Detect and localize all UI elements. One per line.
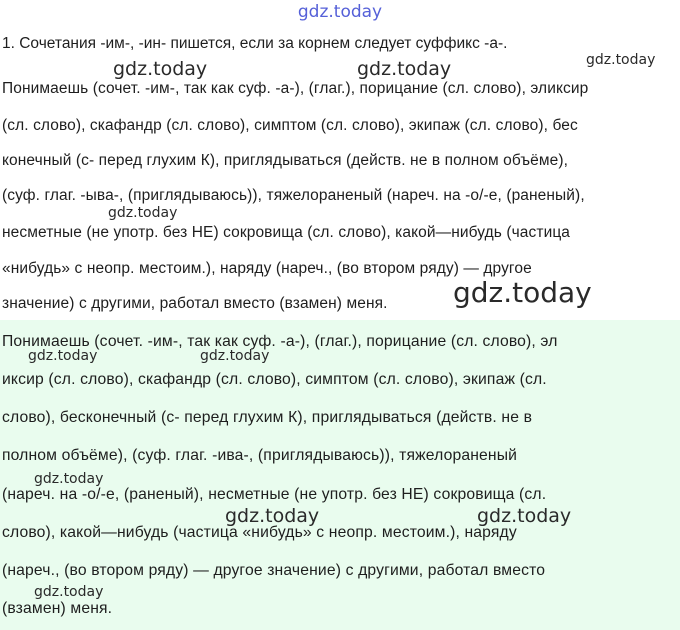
watermark: gdz.today <box>34 471 104 487</box>
text-line: (нареч., (во втором ряду) — другое значение) с другими, работал вместо <box>2 562 546 579</box>
text-line: иксир (сл. слово), скафандр (сл. слово), симптом (сл. слово), экипаж (сл. <box>2 371 547 388</box>
watermark: gdz.today <box>586 52 656 68</box>
text-line: значение) с другими, работал вместо (взамен) меня. <box>2 295 388 312</box>
watermark: gdz.today <box>113 58 208 80</box>
text-line: (нареч. на -о/-е, (раненый), несметные (не употр. без НЕ) сокровища (сл. <box>2 486 547 503</box>
watermark: gdz.today <box>34 584 104 600</box>
text-line: слово), какой—нибудь (частица «нибудь» с неопр. местоим.), наряду <box>2 524 517 541</box>
text-line: (сл. слово), скафандр (сл. слово), симптом (сл. слово), экипаж (сл. слово), бес <box>2 117 578 134</box>
text-line: Понимаешь (сочет. -им-, так как суф. -а-), (глаг.), порицание (сл. слово), эликсир <box>2 80 589 97</box>
text-line: (взамен) меня. <box>2 600 113 617</box>
text-line: «нибудь» с неопр. местоим.), наряду (нареч., (во втором ряду) — другое <box>2 260 532 277</box>
text-line: (суф. глаг. -ыва-, (приглядываюсь)), тяжелораненый (нареч. на -о/-е, (раненый), <box>2 187 585 204</box>
header-watermark: gdz.today <box>297 2 383 22</box>
intro-line: 1. Сочетания -им-, -ин- пишется, если за корнем следует суффикс -а-. <box>2 35 508 52</box>
watermark: gdz.today <box>108 205 178 221</box>
watermark: gdz.today <box>28 348 98 364</box>
text-line: Понимаешь (сочет. -им-, так как суф. -а-), (глаг.), порицание (сл. слово), эл <box>2 333 558 350</box>
text-line: полном объёме), (суф. глаг. -ива-, (приглядываюсь)), тяжелораненый <box>2 447 518 464</box>
text-line: слово), бесконечный (с- перед глухим К), приглядываться (действ. не в <box>2 409 533 426</box>
watermark: gdz.today <box>357 58 452 80</box>
text-line: несметные (не употр. без НЕ) сокровища (сл. слово), какой—нибудь (частица <box>2 224 571 241</box>
watermark: gdz.today <box>225 505 320 527</box>
watermark: gdz.today <box>200 348 270 364</box>
watermark: gdz.today <box>453 276 592 309</box>
text-line: конечный (с- перед глухим К), приглядываться (действ. не в полном объёме), <box>2 152 568 169</box>
watermark: gdz.today <box>477 505 572 527</box>
